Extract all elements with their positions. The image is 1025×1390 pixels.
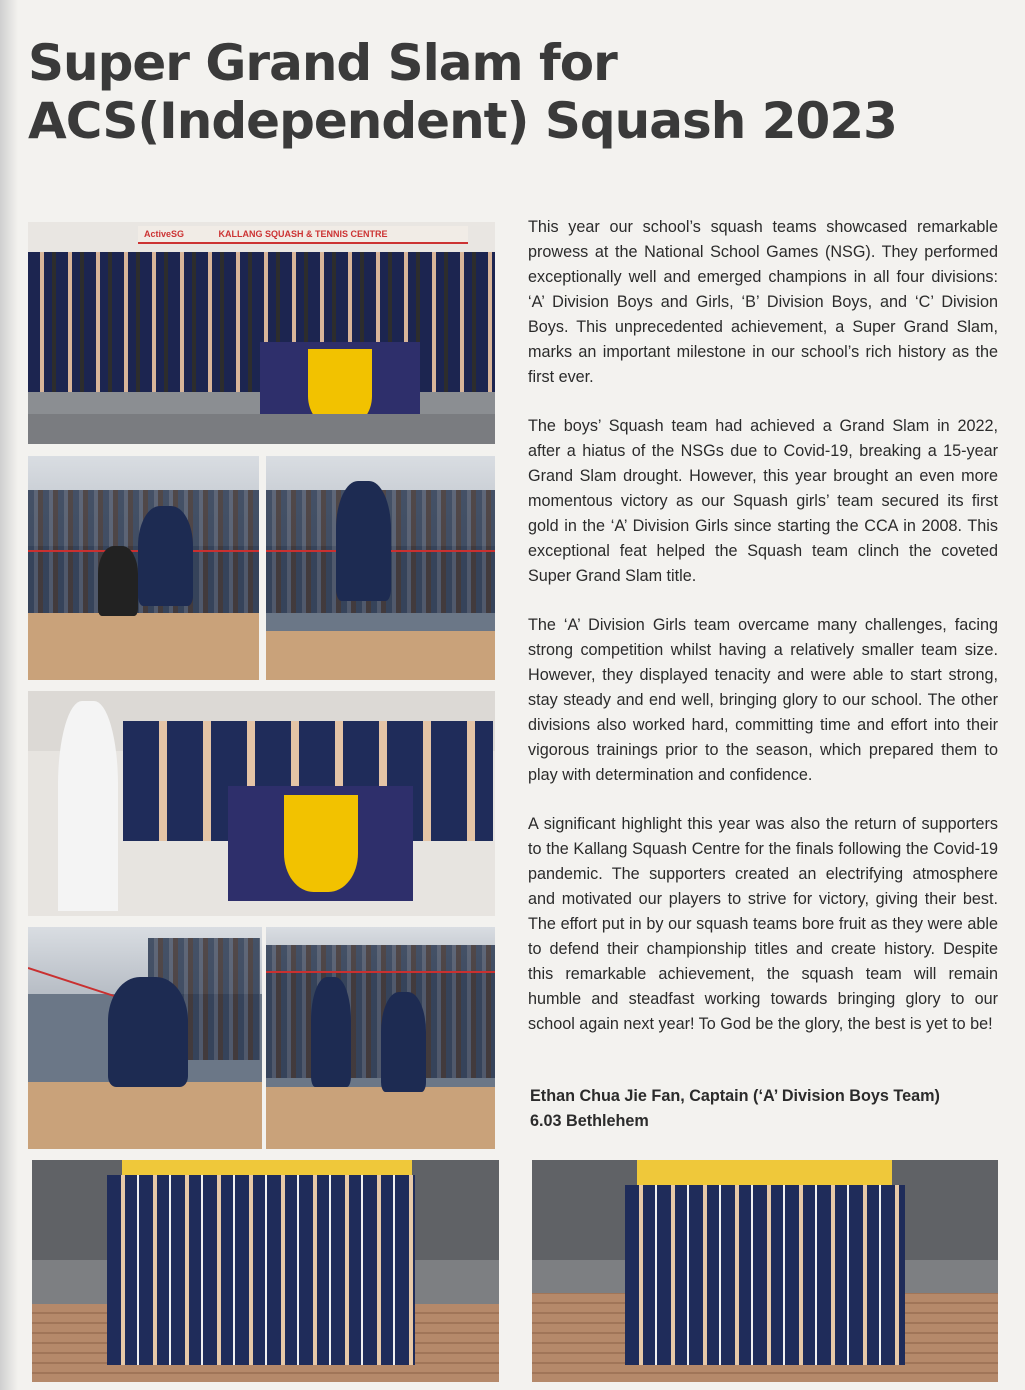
article-paragraph: This year our school’s squash teams showcased remarkable prowess at the National School Games (NSG). They performed exceptionally well and emerged champions in all four divisions: ‘A’ Division Boys and Girls, ‘B’ Division Boys, and ‘C’ Division Boys. This unprecedented achievement, a Super Grand Slam, marks an important milestone in our school’s rich history as the first ever. <box>528 218 998 386</box>
photo-girl-playing <box>266 456 495 680</box>
venue-sign <box>138 226 468 244</box>
article-signature <box>530 1084 1000 1134</box>
photo-team-group-left <box>32 1160 499 1382</box>
article-body <box>528 215 998 1061</box>
photo-boy-low-shot <box>28 927 262 1149</box>
school-flag-2 <box>228 786 413 901</box>
venue-brand: ActiveSG <box>144 229 185 239</box>
title-line-2: ACS(Independent) Squash 2023 <box>28 92 897 150</box>
venue-sign-text: KALLANG SQUASH & TENNIS CENTRE <box>218 229 388 239</box>
article-paragraph: The ‘A’ Division Girls team overcame many challenges, facing strong competition whilst having a relatively smaller team size. However, they displayed tenacity and were able to start strong, stay steady and end well, bringing glory to our school. The other divisions also worked hard, committing time and effort into their vigorous trainings prior to the season, which prepared them to play with determination and confidence. <box>528 616 998 784</box>
page-gutter-shadow <box>0 0 18 1390</box>
article-paragraph: A significant highlight this year was also the return of supporters to the Kallang Squash Centre for the finals following the Covid-19 pandemic. The supporters created an electrifying atmosphere and motivated our players to strive for victory, giving their best. The effort put in by our squash teams bore fruit as they were able to defend their championship titles and create history. Despite this remarkable achievement, the squash team will remain humble and steadfast working towards bringing glory to our school again next year! To God be the glory, the best is yet to be! <box>528 815 998 1033</box>
title-line-1: Super Grand Slam for <box>28 34 617 92</box>
page-title <box>28 34 988 150</box>
photo-team-at-venue <box>28 222 495 444</box>
photo-team-group-right <box>532 1160 998 1382</box>
photo-girls-team-trophies <box>28 691 495 916</box>
author-class: 6.03 Bethlehem <box>530 1112 649 1130</box>
author-name: Ethan Chua Jie Fan, Captain (‘A’ Division Boys Team) <box>530 1087 940 1105</box>
photo-boys-rally <box>266 927 495 1149</box>
photo-boy-playing <box>28 456 259 680</box>
article-paragraph: The boys’ Squash team had achieved a Grand Slam in 2022, after a hiatus of the NSGs due to Covid-19, breaking a 15-year Grand Slam drought. However, this year brought an even more momentous victory as our Squash girls’ team secured its first gold in the ‘A’ Division Girls since starting the CCA in 2008. This exceptional feat helped the Squash team clinch the coveted Super Grand Slam title. <box>528 417 998 585</box>
